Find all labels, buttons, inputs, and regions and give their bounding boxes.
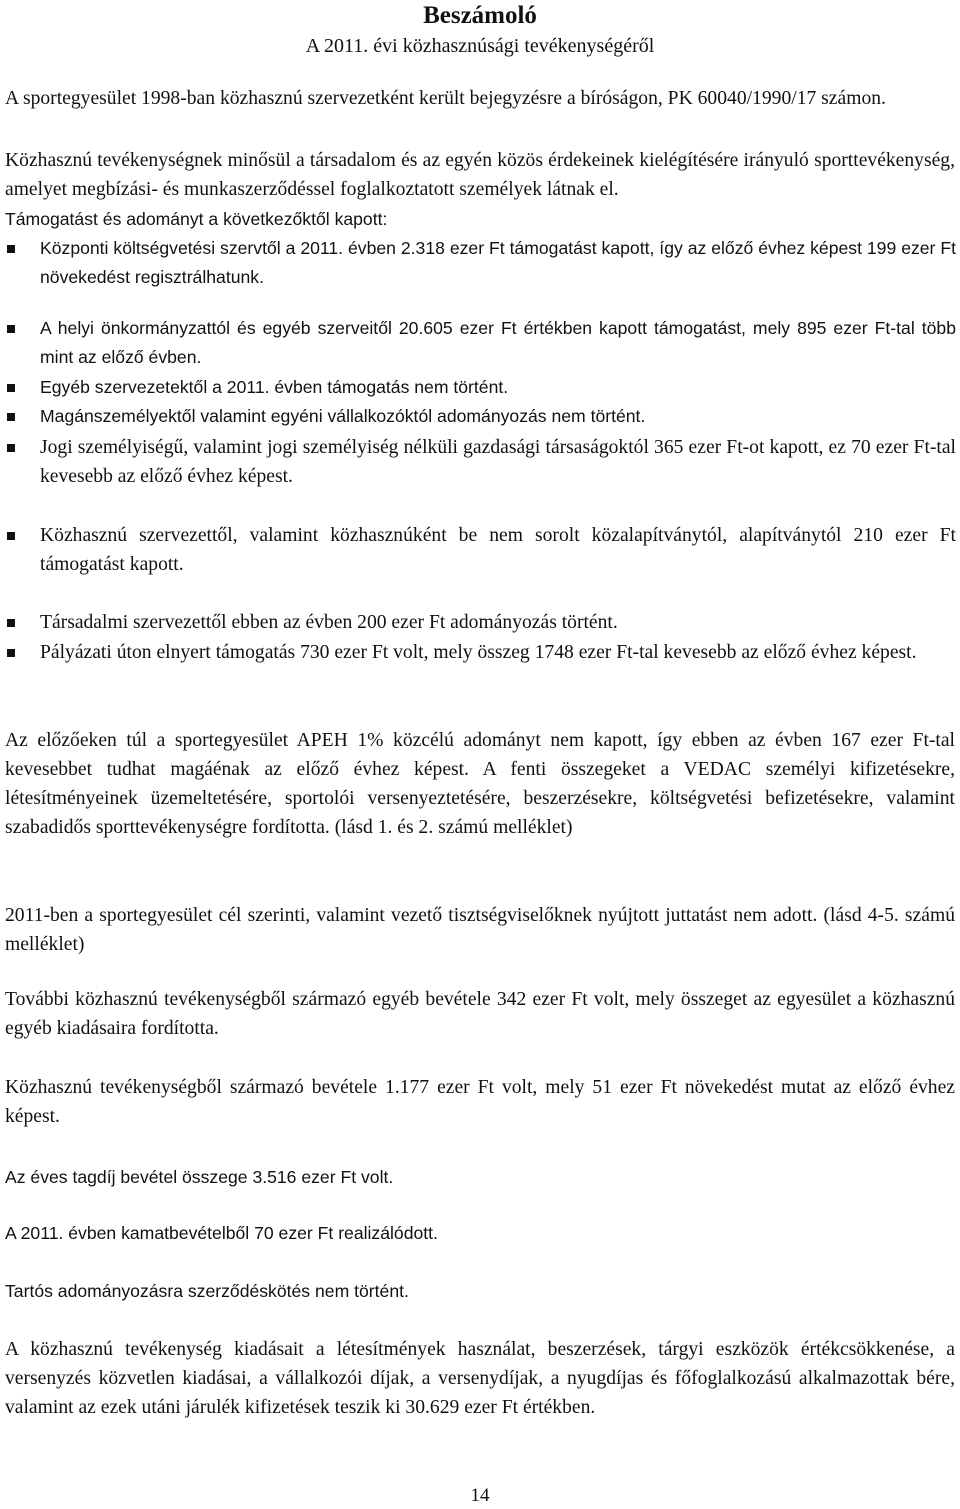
bullet-marker (7, 649, 15, 657)
bullet-marker (7, 444, 15, 452)
support-heading: Támogatást és adományt a következőktől kapott: (5, 209, 388, 229)
bullet-marker (7, 245, 15, 253)
list-item-central-budget: Központi költségvetési szervtől a 2011. évben 2.318 ezer Ft támogatást kapott, így az előző évhez képest 199 ezer Ft növekedést regisztrálhatunk. (40, 238, 956, 287)
list-item-public-foundations: Közhasznú szervezettől, valamint közhasznúként be nem sorolt közalapítványtól, alapítványtól 210 ezer Ft támogatást kapott. (40, 525, 956, 575)
bullet-marker (7, 413, 15, 421)
document-title: Beszámoló (423, 2, 537, 29)
paragraph-allowances: 2011-ben a sportegyesület cél szerinti, valamint vezető tisztségviselőknek nyújtott juttatást nem adott. (lásd 4-5. számú melléklet) (5, 905, 955, 955)
list-item-social-organization: Társadalmi szervezettől ebben az évben 200 ezer Ft adományozás történt. (40, 612, 618, 633)
paragraph-apeh-and-usage: Az előzőeken túl a sportegyesület APEH 1% közcélú adományt nem kapott, így ebben az évben 167 ezer Ft-tal kevesebbet tudhat magáénak az előző évhez képest. A fenti összegeket a VEDAC személyi kifizetésekre, létesítményeinek üzemeltetésére, sportolói versenyeztetésére, beszerzésekre, költségvetési befizetésekre, valamint szabadidős sporttevékenységre fordította. (lásd 1. és 2. számú melléklet) (5, 730, 955, 838)
bullet-marker (7, 532, 15, 540)
list-item-companies: Jogi személyiségű, valamint jogi személyiség nélküli gazdasági társaságoktól 365 ezer Ft-ot kapott, ez 70 ezer Ft-tal kevesebb az előző évhez képest. (40, 437, 956, 487)
bullet-marker (7, 619, 15, 627)
list-item-other-organizations: Egyéb szervezetektől a 2011. évben támogatás nem történt. (40, 377, 509, 397)
paragraph-public-benefit-income: Közhasznú tevékenységből származó bevétele 1.177 ezer Ft volt, mely 51 ezer Ft növekedést mutat az előző évhez képest. (5, 1077, 955, 1127)
bullet-marker (7, 384, 15, 392)
paragraph-interest-income: A 2011. évben kamatbevételből 70 ezer Ft realizálódott. (5, 1223, 438, 1243)
list-item-tender-support: Pályázati úton elnyert támogatás 730 ezer Ft volt, mely összeg 1748 ezer Ft-tal kevesebb az előző évhez képest. (40, 642, 917, 663)
bullet-marker (7, 325, 15, 333)
paragraph-membership-fee: Az éves tagdíj bevétel összege 3.516 ezer Ft volt. (5, 1167, 394, 1187)
paragraph-long-term-donation: Tartós adományozásra szerződéskötés nem történt. (5, 1281, 409, 1301)
intro-paragraph-registration: A sportegyesület 1998-ban közhasznú szervezetként került bejegyzésre a bíróságon, PK 60040/1990/17 számon. (5, 88, 886, 109)
list-item-private-persons: Magánszemélyektől valamint egyéni vállalkozóktól adományozás nem történt. (40, 406, 646, 426)
paragraph-expenses: A közhasznú tevékenység kiadásait a létesítmények használat, beszerzések, tárgyi eszközök értékcsökkenése, a versenyzés közvetlen kiadásai, a vállalkozói díjak, a versenydíjak, a nyugdíjas és főfoglalkozású alkalmazottak bére, valamint az ezek utáni járulék kifizetések teszik ki 30.629 ezer Ft értékben. (5, 1339, 955, 1418)
list-item-local-government: A helyi önkormányzattól és egyéb szerveitől 20.605 ezer Ft értékben kapott támogatást, mely 895 ezer Ft-tal több mint az előző évben. (40, 318, 956, 367)
page-number: 14 (470, 1485, 490, 1506)
intro-paragraph-activity: Közhasznú tevékenységnek minősül a társadalom és az egyén közös érdekeinek kielégítésére irányuló sporttevékenység, amelyet megbízási- és munkaszerződéssel foglalkoztatott személyek látnak el. (5, 150, 955, 200)
document-subtitle: A 2011. évi közhasznúsági tevékenységéről (305, 35, 655, 57)
paragraph-other-income: További közhasznú tevékenységből származó egyéb bevétele 342 ezer Ft volt, mely összeget az egyesület a közhasznú egyéb kiadásaira fordította. (5, 989, 955, 1039)
